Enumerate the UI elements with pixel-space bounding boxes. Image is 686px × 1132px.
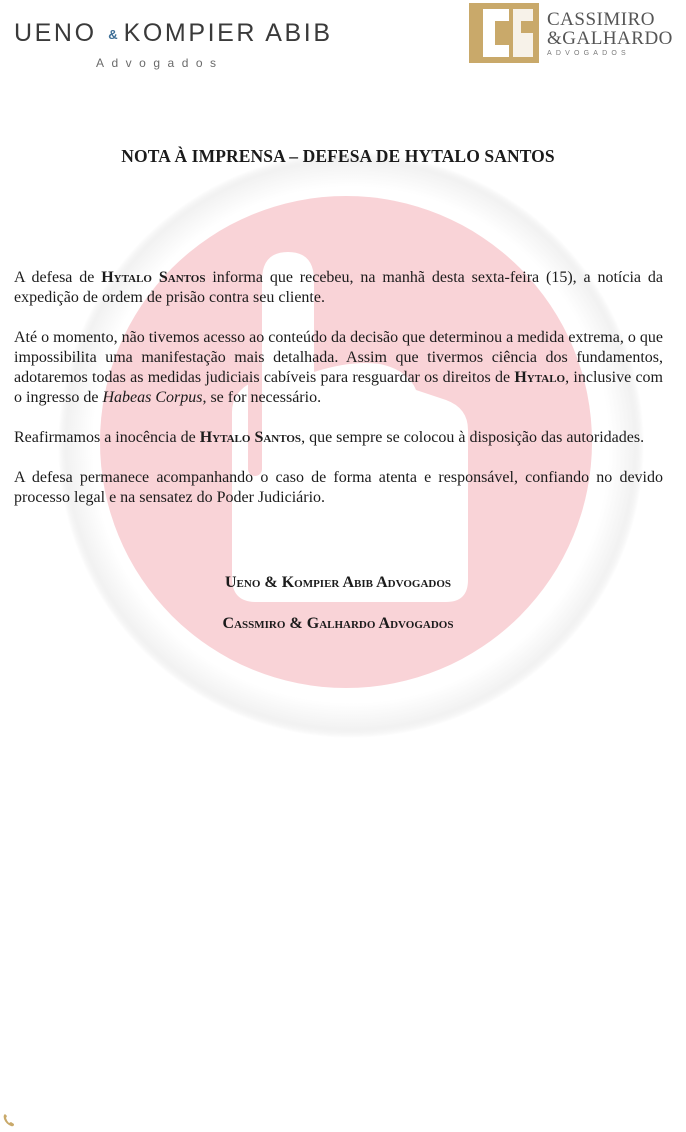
left-logo-name: [14, 18, 384, 52]
p1-text-end: informa que recebeu, na manhã desta sexta-feira (15), a notícia da expedição de ordem de prisão contra seu cliente.: [14, 269, 663, 306]
client-first-name: Hytalo: [514, 369, 566, 386]
left-logo-name-part1: UENO: [14, 19, 97, 47]
cassimiro-galhardo-logo: [469, 3, 679, 65]
right-logo-line2: &GALHARDO: [547, 28, 673, 49]
paragraph-3: [14, 428, 663, 448]
client-name: Hytalo Santos: [101, 269, 206, 286]
p3-text-end: , que sempre se colocou à disposição das autoridades.: [301, 429, 645, 446]
ueno-kompier-abib-logo: [14, 18, 384, 70]
client-name: Hytalo Santos: [199, 429, 302, 446]
document-title: NOTA À IMPRENSA – DEFESA DE HYTALO SANTOS: [121, 146, 555, 166]
left-logo-name-part2: KOMPIER ABIB: [123, 19, 333, 47]
p1-text-start: A defesa de: [14, 269, 102, 286]
paragraph-2: [14, 328, 663, 408]
signature-ueno-kompier-abib: Ueno & Kompier Abib Advogados: [224, 574, 452, 591]
p2-text-mid: , inclusive com o ingresso de: [14, 369, 664, 406]
right-logo-text: [547, 10, 673, 59]
signature-cassmiro-galhardo: Cassmiro & Galhardo Advogados: [222, 615, 454, 632]
p2-text-start: Até o momento, não tivemos acesso ao conteúdo da decisão que determinou a medida extrema, o que impossibilita uma manifestação mais detalhada. Assim que tivermos ciência dos fundamentos, adotaremos todas as medidas judiciais cabíveis para resguardar os direitos de: [14, 329, 663, 386]
right-logo-line1: CASSIMIRO: [547, 9, 655, 30]
paragraph-4: A defesa permanece acompanhando o caso de forma atenta e responsável, confiando no devido processo legal e na sensatez do Poder Judiciário.: [14, 469, 663, 506]
p2-text-end: , se for necessário.: [202, 389, 322, 406]
left-logo-subtitle: Advogados: [96, 56, 224, 70]
cg-emblem-icon: [469, 3, 539, 63]
left-logo-ampersand: &: [108, 27, 118, 42]
small-phone-icon: [3, 1113, 15, 1127]
right-logo-line3: ADVOGADOS: [547, 50, 630, 57]
document-body: [14, 268, 663, 528]
habeas-corpus-term: Habeas Corpus: [102, 389, 203, 406]
paragraph-1: [14, 268, 663, 308]
p3-text-start: Reafirmamos a inocência de: [14, 429, 200, 446]
